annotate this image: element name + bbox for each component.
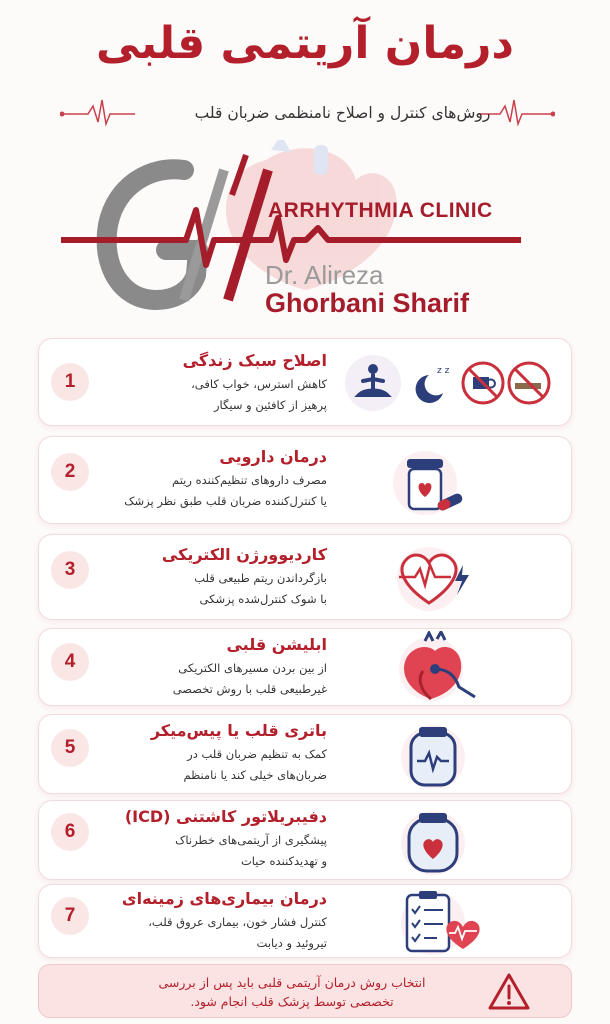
treatment-number: 5 xyxy=(51,729,89,767)
doctor-first-name: Dr. Alireza xyxy=(265,260,384,290)
treatment-desc-line2: پرهیز از کافئین و سیگار xyxy=(213,398,327,412)
treatment-card-7 xyxy=(38,884,572,958)
treatment-desc-line1: مصرف داروهای تنظیم‌کننده ریتم xyxy=(172,473,327,487)
treatment-desc-line2: غیرطبیعی قلب با روش تخصصی xyxy=(172,682,327,696)
clinic-name: ARRHYTHMIA CLINIC xyxy=(268,199,493,222)
treatment-card-2 xyxy=(38,436,572,524)
svg-text:z z: z z xyxy=(437,366,450,376)
treatment-number: 1 xyxy=(51,363,89,401)
treatment-desc-line2: با شوک کنترل‌شده پزشکی xyxy=(199,592,327,606)
treatment-title: دفیبریلاتور کاشتنی (ICD) xyxy=(124,807,327,826)
warning-line2: تخصصی توسط پزشک قلب انجام شود. xyxy=(190,994,394,1009)
no-coffee-icon xyxy=(463,363,503,403)
page-subtitle: روش‌های کنترل و اصلاح نامنظمی ضربان قلب xyxy=(194,104,491,122)
checklist-heart-icon xyxy=(393,887,493,957)
treatment-title: درمان بیماری‌های زمینه‌ای xyxy=(121,889,327,908)
treatment-card-6 xyxy=(38,800,572,880)
warning-note xyxy=(38,964,572,1018)
treatment-desc-line1: پیشگیری از آریتمی‌های خطرناک xyxy=(175,833,327,847)
treatment-title: کاردیوورژن الکتریکی xyxy=(161,545,327,564)
treatment-desc-line2: ضربان‌های خیلی کند یا نامنظم xyxy=(183,768,327,782)
treatment-desc-line2: تیروئید و دیابت xyxy=(256,936,327,950)
treatment-card-3 xyxy=(38,534,572,620)
clinic-logo xyxy=(56,140,556,330)
treatment-card-4 xyxy=(38,628,572,706)
treatment-title: ابلیشن قلبی xyxy=(226,635,327,654)
treatment-desc-line1: کنترل فشار خون، بیماری عروق قلب، xyxy=(148,915,327,929)
subtitle-row xyxy=(60,94,555,134)
treatment-desc-line1: کاهش استرس، خواب کافی، xyxy=(191,377,327,391)
treatment-title: اصلاح سبک زندگی xyxy=(182,351,327,370)
warning-line1: انتخاب روش درمان آریتمی قلبی باید پس از بررسی xyxy=(158,975,426,990)
pill-bottle-icon xyxy=(385,447,485,517)
treatment-number: 3 xyxy=(51,551,89,589)
meditation-icon xyxy=(345,355,401,411)
treatment-desc-line1: کمک به تنظیم ضربان قلب در xyxy=(187,747,327,761)
treatment-desc-line2: یا کنترل‌کننده ضربان قلب طبق نظر پزشک xyxy=(124,494,327,508)
heart-catheter-icon xyxy=(385,631,495,705)
heart-electric-icon xyxy=(385,541,485,613)
warning-triangle-icon xyxy=(487,972,531,1012)
treatment-card-5 xyxy=(38,714,572,794)
no-smoking-icon xyxy=(509,363,549,403)
doctor-last-name: Ghorbani Sharif xyxy=(265,288,470,318)
treatment-title: درمان دارویی xyxy=(219,447,327,466)
treatment-desc-line1: بازگرداندن ریتم طبیعی قلب xyxy=(194,571,327,585)
page-title: درمان آریتمی قلبی xyxy=(95,18,515,69)
treatment-desc-line2: و تهدیدکننده حیات xyxy=(240,854,327,868)
treatment-desc-line1: از بین بردن مسیرهای الکتریکی xyxy=(178,661,327,675)
icd-device-icon xyxy=(395,805,475,879)
treatment-number: 4 xyxy=(51,643,89,681)
treatment-number: 7 xyxy=(51,897,89,935)
treatment-number: 6 xyxy=(51,813,89,851)
treatment-title: باتری قلب یا پیس‌میکر xyxy=(150,721,327,740)
pacemaker-icon xyxy=(395,719,475,793)
treatment-card-1 xyxy=(38,338,572,426)
sleep-moon-icon xyxy=(416,366,450,403)
treatment-number: 2 xyxy=(51,453,89,491)
